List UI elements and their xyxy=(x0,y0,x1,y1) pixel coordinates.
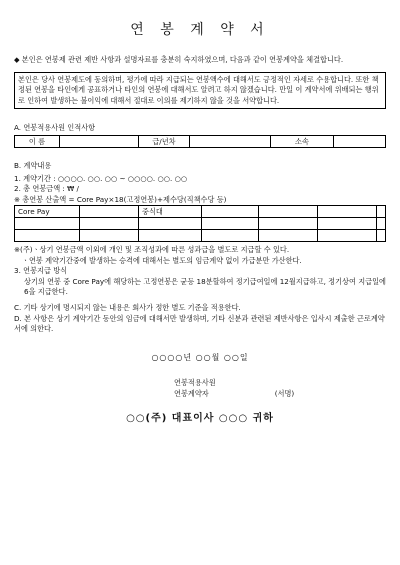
section-b-heading: B. 계약내용 xyxy=(14,161,52,171)
contract-period: 1. 계약기간 : ○○○○. ○○. ○○ ~ ○○○○. ○○. ○○ xyxy=(14,173,188,183)
signer-label: 연봉계약자 xyxy=(174,388,209,398)
pay-cell[interactable] xyxy=(377,230,386,242)
promotion-note: ㆍ연봉 계약기간중에 발생하는 승격에 대해서는 별도의 임금계약 없이 가급분만 가산한다. xyxy=(22,255,302,265)
intro-text: ◆ 본인은 연봉제 관련 제반 사항과 설명자료를 충분히 숙지하였으며, 다음과 같이 연봉계약을 체결합니다. xyxy=(14,55,344,65)
pay-cell[interactable] xyxy=(259,230,318,242)
pay-cell[interactable] xyxy=(318,230,377,242)
pay-cell[interactable] xyxy=(259,206,318,218)
ceo-addressee: ○○(주) 대표이사 ○○○ 귀하 xyxy=(126,413,274,425)
pay-cell[interactable] xyxy=(139,230,202,242)
name-field[interactable] xyxy=(60,136,139,148)
pay-cell[interactable] xyxy=(377,206,386,218)
pay-cell[interactable] xyxy=(259,218,318,230)
pay-cell[interactable] xyxy=(202,230,259,242)
signature-field[interactable]: (서명) xyxy=(274,388,295,398)
section-a-heading: A. 연봉적용사원 인적사항 xyxy=(14,123,96,133)
dept-field[interactable] xyxy=(334,136,386,148)
core-pay-header: Core Pay xyxy=(15,206,80,218)
pay-cell[interactable] xyxy=(80,206,139,218)
payment-method-detail: 상기의 연봉 중 Core Pay에 해당하는 고정연봉은 균등 18분할하여 정기급여일에 12월지급하고, 정기상여 지급일에 6을 지급한다. xyxy=(24,276,386,296)
pay-cell[interactable] xyxy=(80,218,139,230)
total-salary: 2. 총 연봉금액 : ₩ / xyxy=(14,184,79,194)
name-label: 이 름 xyxy=(15,136,60,148)
dob-field[interactable] xyxy=(190,136,271,148)
pay-cell[interactable] xyxy=(202,218,259,230)
payment-method-heading: 3. 연봉지급 방식 xyxy=(14,266,68,276)
section-c: C. 기타 상기에 명시되지 않는 내용은 회사가 정한 별도 기준을 적용한다. xyxy=(14,303,241,313)
pay-cell[interactable] xyxy=(318,218,377,230)
signer-title: 연봉적용사원 xyxy=(174,378,216,388)
pay-cell[interactable] xyxy=(15,230,80,242)
pay-table xyxy=(14,205,386,242)
personal-info-table xyxy=(14,135,386,148)
dob-label: 급/년차 xyxy=(139,136,190,148)
contract-page xyxy=(14,20,386,427)
dept-label: 소속 xyxy=(271,136,334,148)
page-title: 연 봉 계 약 서 xyxy=(130,22,270,38)
section-d: D. 본 사항은 상기 계약기간 동안의 임금에 대해서만 발생하며, 기타 신분과 관련된 제반사항은 입사시 제출한 근로계약서에 의한다. xyxy=(14,313,385,334)
signer-block xyxy=(174,378,386,399)
pay-cell[interactable] xyxy=(318,206,377,218)
salary-formula-note: ※ 총연봉 산출액 = Core Pay×18(고정연봉)+제수당(직책수당 등) xyxy=(14,194,227,204)
pay-cell[interactable] xyxy=(202,206,259,218)
meal-allowance-header: 중식대 xyxy=(139,206,202,218)
bonus-note: ※(주)ㆍ상기 연봉금액 이외에 개인 및 조직성과에 따른 성과급을 별도로 지급할 수 있다. xyxy=(14,245,290,255)
pay-cell[interactable] xyxy=(15,218,80,230)
contract-date: ○○○○년 ○○월 ○○일 xyxy=(151,352,249,362)
pay-cell[interactable] xyxy=(377,218,386,230)
agreement-box: 본인은 당사 연봉제도에 동의하며, 평가에 따라 지급되는 연봉액수에 대해서도 긍정적인 자세로 수용합니다. 또한 책정된 연봉을 타인에게 공표하거나 타인의 연봉에 대해서도 알려고 하지 않겠습니다. 만일 이 계약서에 위배되는 행위로 인하여 발생하는 불이익에 대해서 절대로 이의를 제기하지 않을 것을 서약합니다. xyxy=(14,72,386,109)
pay-cell[interactable] xyxy=(80,230,139,242)
pay-cell[interactable] xyxy=(139,218,202,230)
